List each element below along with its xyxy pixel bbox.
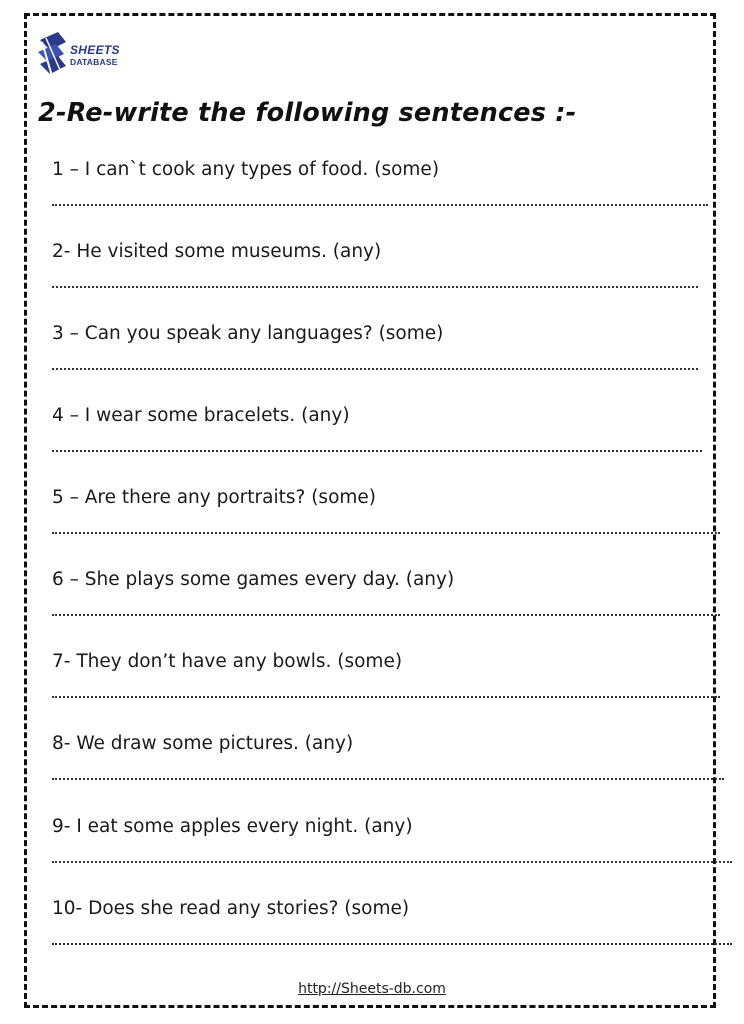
answer-line[interactable] xyxy=(52,284,698,288)
exercise-item-4 xyxy=(52,404,732,428)
exercise-item-10 xyxy=(52,897,732,921)
answer-line[interactable] xyxy=(52,366,698,370)
logo-wordmark-top: SHEETS xyxy=(70,43,120,57)
sheets-database-logo xyxy=(36,30,146,86)
exercise-prompt: 2- He visited some museums. (any) xyxy=(52,241,382,262)
answer-line[interactable] xyxy=(52,859,732,863)
answer-line[interactable] xyxy=(52,448,702,452)
exercise-prompt: 6 – She plays some games every day. (any) xyxy=(52,569,455,590)
website-link[interactable]: http://Sheets-db.com xyxy=(298,981,446,997)
worksheet-heading: 2-Re-write the following sentences :- xyxy=(38,98,577,128)
exercise-prompt: 1 – I can`t cook any types of food. (some) xyxy=(52,159,440,180)
exercise-prompt: 7- They don’t have any bowls. (some) xyxy=(52,651,403,672)
answer-line[interactable] xyxy=(52,941,732,945)
exercise-item-5 xyxy=(52,486,732,510)
exercise-item-7 xyxy=(52,650,732,674)
answer-line[interactable] xyxy=(52,776,724,780)
exercise-prompt: 3 – Can you speak any languages? (some) xyxy=(52,323,444,344)
answer-line[interactable] xyxy=(52,612,720,616)
exercise-item-9 xyxy=(52,815,732,839)
exercise-item-8 xyxy=(52,732,732,756)
sheets-database-logo-icon xyxy=(36,30,72,84)
exercise-item-2 xyxy=(52,240,732,264)
exercise-item-3 xyxy=(52,322,732,346)
exercise-prompt: 5 – Are there any portraits? (some) xyxy=(52,487,377,508)
exercise-prompt: 8- We draw some pictures. (any) xyxy=(52,733,354,754)
exercise-prompt: 10- Does she read any stories? (some) xyxy=(52,898,410,919)
exercise-item-1 xyxy=(52,158,732,182)
logo-wordmark-bottom: DATABASE xyxy=(70,57,118,67)
exercise-item-6 xyxy=(52,568,732,592)
answer-line[interactable] xyxy=(52,202,708,206)
answer-line[interactable] xyxy=(52,694,720,698)
exercise-prompt: 4 – I wear some bracelets. (any) xyxy=(52,405,350,426)
answer-line[interactable] xyxy=(52,530,720,534)
exercise-prompt: 9- I eat some apples every night. (any) xyxy=(52,816,413,837)
page-footer xyxy=(0,981,744,997)
